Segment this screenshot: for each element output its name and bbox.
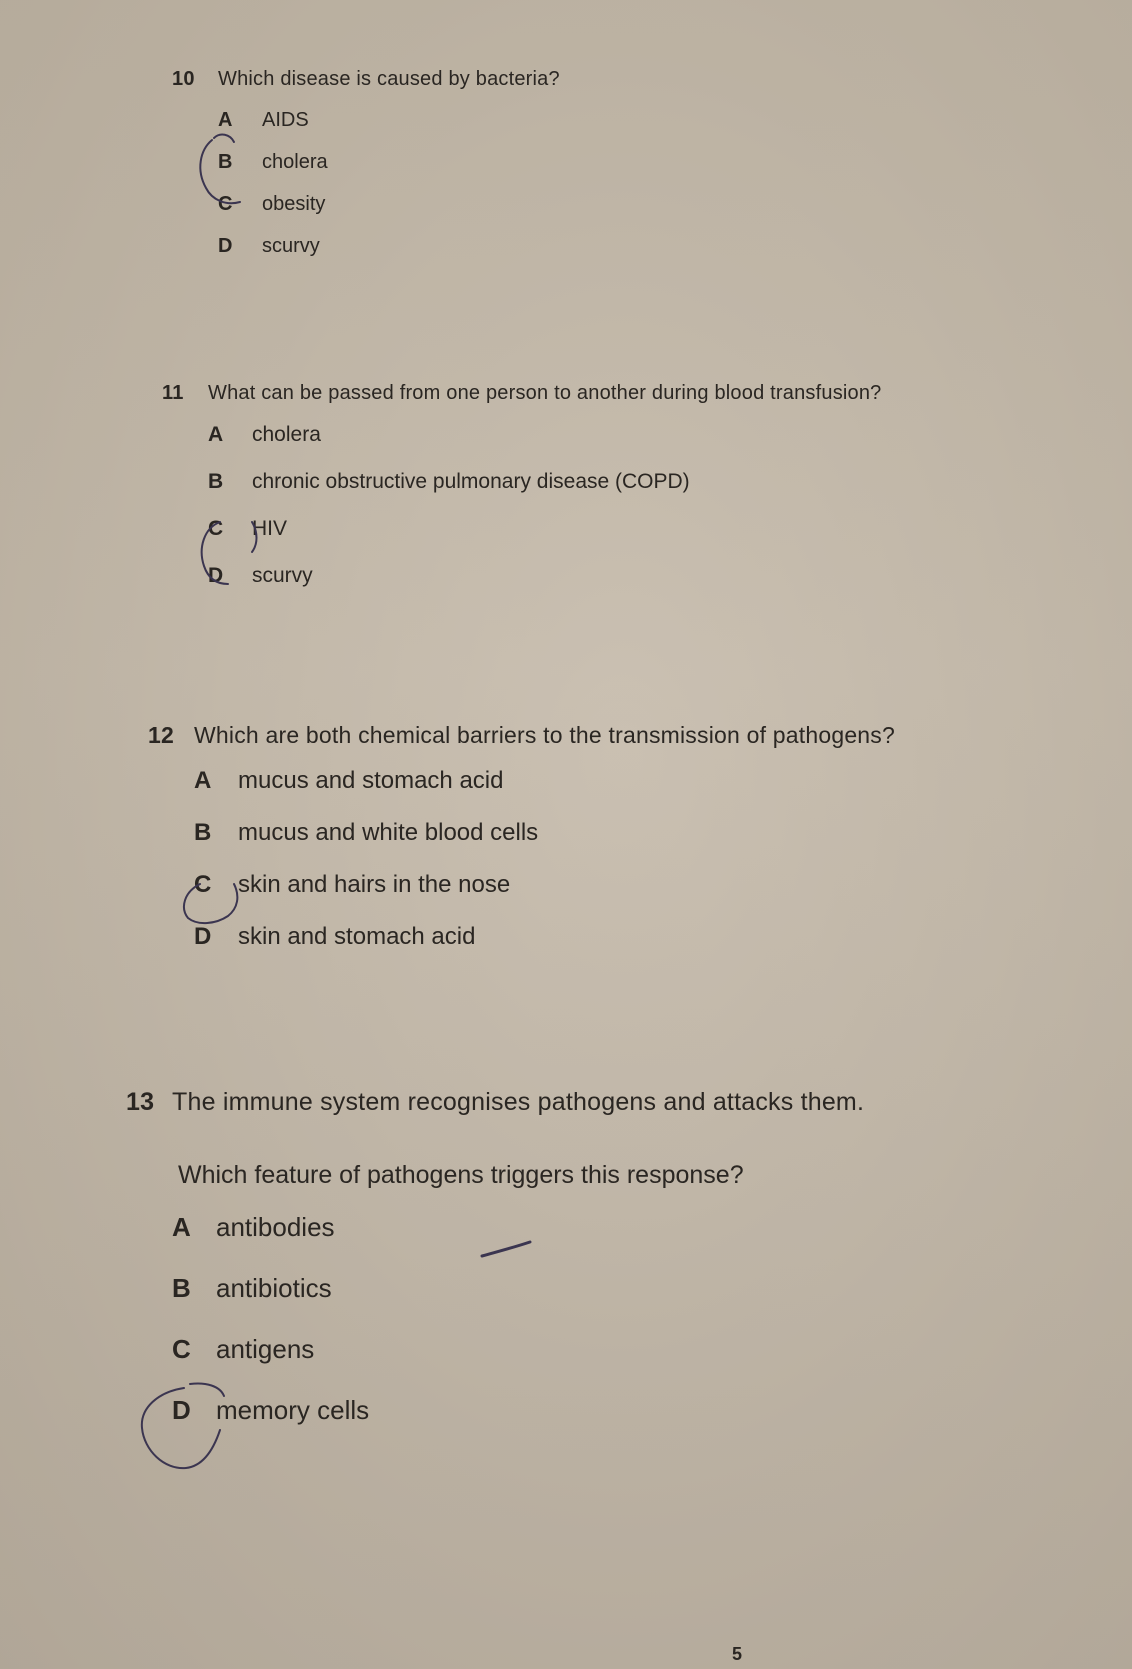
question-stem [148,722,895,749]
option-letter: B [172,1273,191,1303]
question-10 [172,68,560,277]
question-text: Which are both chemical barriers to the transmission of pathogens? [194,722,895,748]
option-a[interactable] [172,1212,864,1273]
question-number: 13 [126,1088,155,1116]
option-text: memory cells [216,1395,370,1425]
question-stem [172,68,560,91]
option-c[interactable] [194,871,895,923]
option-list [194,767,895,975]
option-text: HIV [252,517,288,540]
question-12 [148,722,895,975]
question-13 [126,1088,864,1456]
option-letter: C [172,1334,191,1364]
option-text: antibodies [216,1212,335,1242]
option-letter: A [194,767,212,794]
question-number: 11 [162,382,184,404]
option-text: AIDS [262,109,309,131]
option-d[interactable] [208,564,882,611]
option-letter: D [172,1395,191,1425]
page-number: 5 [732,1644,743,1664]
question-11 [162,382,882,611]
option-text: cholera [252,423,321,446]
option-letter: D [194,923,212,950]
question-text: The immune system recognises pathogens and attacks them. [172,1088,865,1116]
option-text: cholera [262,151,328,173]
option-text: antibiotics [216,1273,332,1303]
option-text: scurvy [262,235,320,257]
option-letter: B [208,470,224,493]
option-c[interactable] [172,1334,864,1395]
option-c[interactable] [208,517,882,564]
option-d[interactable] [194,923,895,975]
option-letter: A [208,423,224,446]
option-a[interactable] [208,423,882,470]
option-b[interactable] [208,470,882,517]
option-text: scurvy [252,564,313,587]
option-list [208,423,882,611]
option-b[interactable] [218,151,560,193]
option-letter: C [194,871,212,898]
option-letter: B [218,151,233,173]
option-b[interactable] [194,819,895,871]
option-d[interactable] [172,1395,864,1456]
option-text: chronic obstructive pulmonary disease (COPD) [252,470,690,493]
question-number: 10 [172,68,195,90]
option-text: antigens [216,1334,315,1364]
option-list [172,1212,864,1456]
option-text: skin and stomach acid [238,923,476,950]
question-text: What can be passed from one person to another during blood transfusion? [208,382,882,404]
option-letter: C [218,193,233,215]
option-letter: A [218,109,233,131]
option-d[interactable] [218,235,560,277]
option-c[interactable] [218,193,560,235]
option-b[interactable] [172,1273,864,1334]
option-a[interactable] [194,767,895,819]
question-text: Which disease is caused by bacteria? [218,68,560,90]
question-stem [126,1088,864,1117]
option-letter: D [218,235,233,257]
option-text: mucus and stomach acid [238,767,504,794]
question-stem [162,382,882,405]
option-a[interactable] [218,109,560,151]
question-subtext: Which feature of pathogens triggers this response? [178,1161,744,1189]
option-letter: C [208,517,224,540]
question-number: 12 [148,722,174,748]
option-text: obesity [262,193,326,215]
option-text: mucus and white blood cells [238,819,539,846]
option-text: skin and hairs in the nose [238,871,511,898]
option-letter: B [194,819,212,846]
option-letter: A [172,1212,191,1242]
option-list [218,109,560,277]
option-letter: D [208,564,224,587]
